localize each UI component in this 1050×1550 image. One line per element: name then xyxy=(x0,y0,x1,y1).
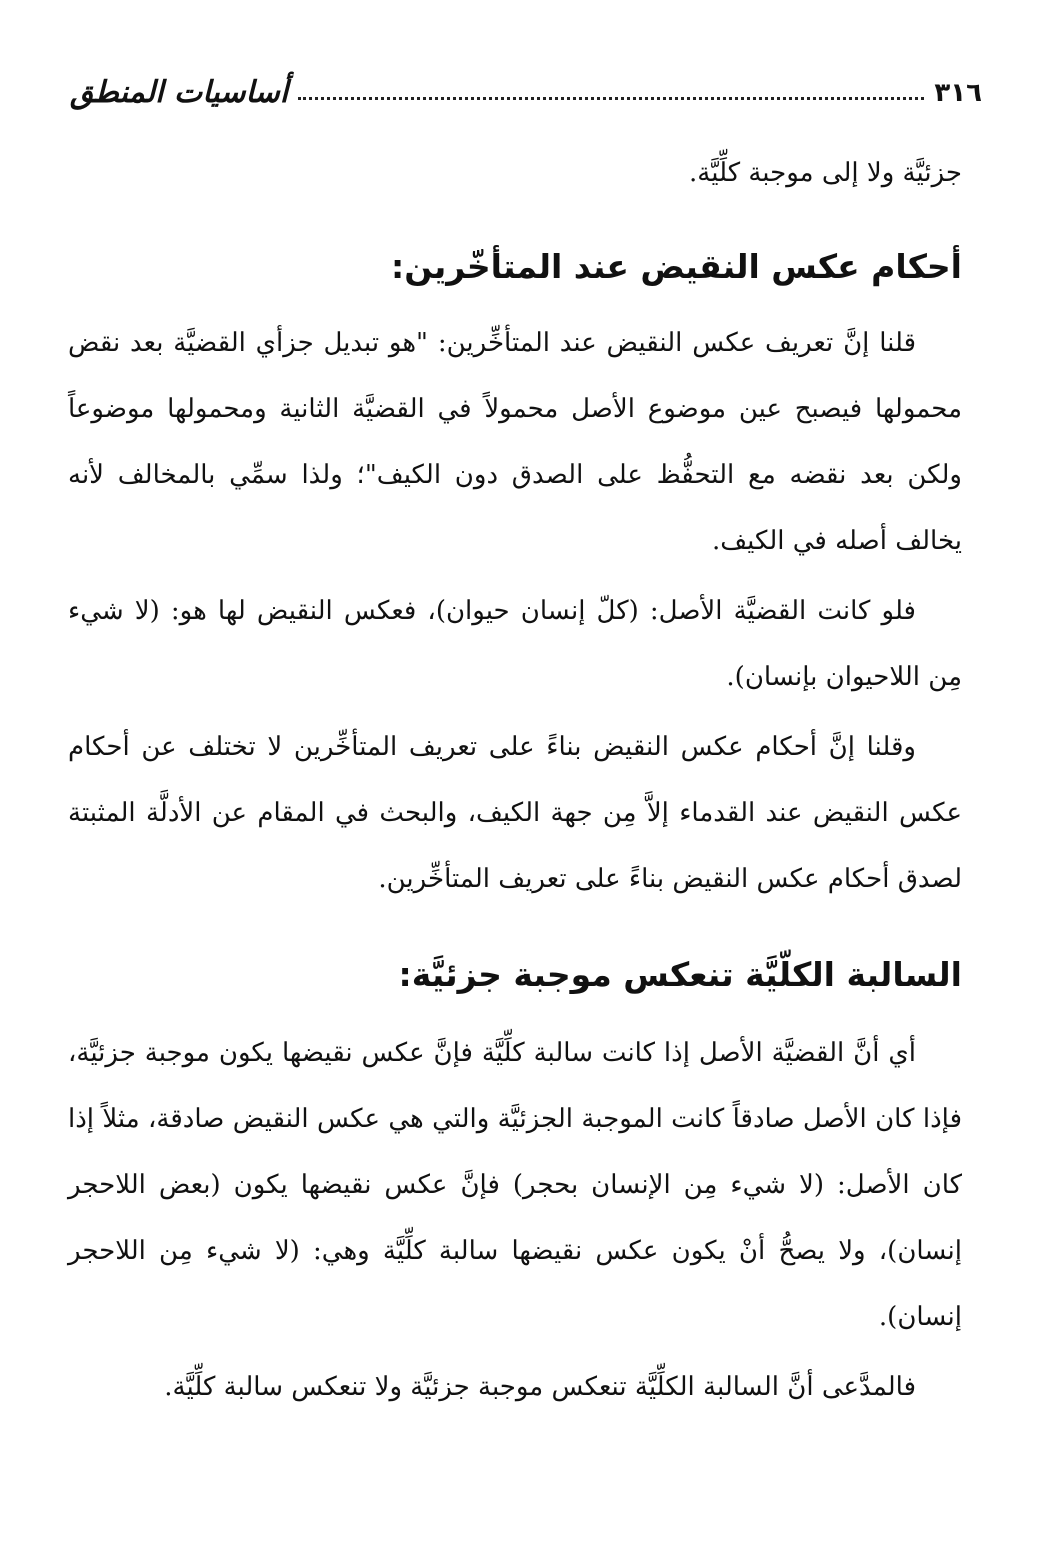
book-title: أساسيات المنطق xyxy=(70,75,289,110)
page-number: ٣١٦ xyxy=(934,78,982,108)
page-body xyxy=(68,140,962,1420)
section-heading-later-scholars: أحكام عكس النقيض عند المتأخّرين: xyxy=(391,247,962,286)
page-header xyxy=(70,62,982,110)
paragraph-continuation: جزئيَّة ولا إلى موجبة كلِّيَّة. xyxy=(689,158,962,188)
paragraph-explanation: أي أنَّ القضيَّة الأصل إذا كانت سالبة كلِّيَّة فإنَّ عكس نقيضها يكون موجبة جزئيَّة، فإذا كان الأصل صادقاً كانت الموجبة الجزئيَّة والتي هي عكس النقيض صادقة، مثلاً إذا كان الأصل: (لا شيء مِن الإنسان بحجر) فإنَّ عكس نقيضها يكون (بعض اللاحجر إنسان)، ولا يصحُّ أنْ يكون عكس نقيضها سالبة كلِّيَّة وهي: (لا شيء مِن اللاحجر إنسان). xyxy=(68,1038,962,1332)
paragraph-example: فلو كانت القضيَّة الأصل: (كلّ إنسان حيوان)، فعكس النقيض لها هو: (لا شيء مِن اللاحيوان بإنسان). xyxy=(68,596,962,692)
paragraph-rules: وقلنا إنَّ أحكام عكس النقيض بناءً على تعريف المتأخِّرين لا تختلف عن أحكام عكس النقيض عند القدماء إلاَّ مِن جهة الكيف، والبحث في المقام عن الأدلَّة المثبتة لصدق أحكام عكس النقيض بناءً على تعريف المتأخِّرين. xyxy=(68,732,962,894)
section-heading-universal-negative: السالبة الكلّيَّة تنعكس موجبة جزئيَّة: xyxy=(398,955,962,994)
dotted-leader xyxy=(298,97,924,100)
paragraph-conclusion: فالمدَّعى أنَّ السالبة الكلِّيَّة تنعكس موجبة جزئيَّة ولا تنعكس سالبة كلِّيَّة. xyxy=(164,1372,916,1402)
paragraph-definition: قلنا إنَّ تعريف عكس النقيض عند المتأخِّرين: "هو تبديل جزأي القضيَّة بعد نقض محمولها فيصبح عين موضوع الأصل محمولاً في القضيَّة الثانية ومحمولها موضوعاً ولكن بعد نقضه مع التحفُّظ على الصدق دون الكيف"؛ ولذا سمِّي بالمخالف لأنه يخالف أصله في الكيف. xyxy=(68,328,962,556)
